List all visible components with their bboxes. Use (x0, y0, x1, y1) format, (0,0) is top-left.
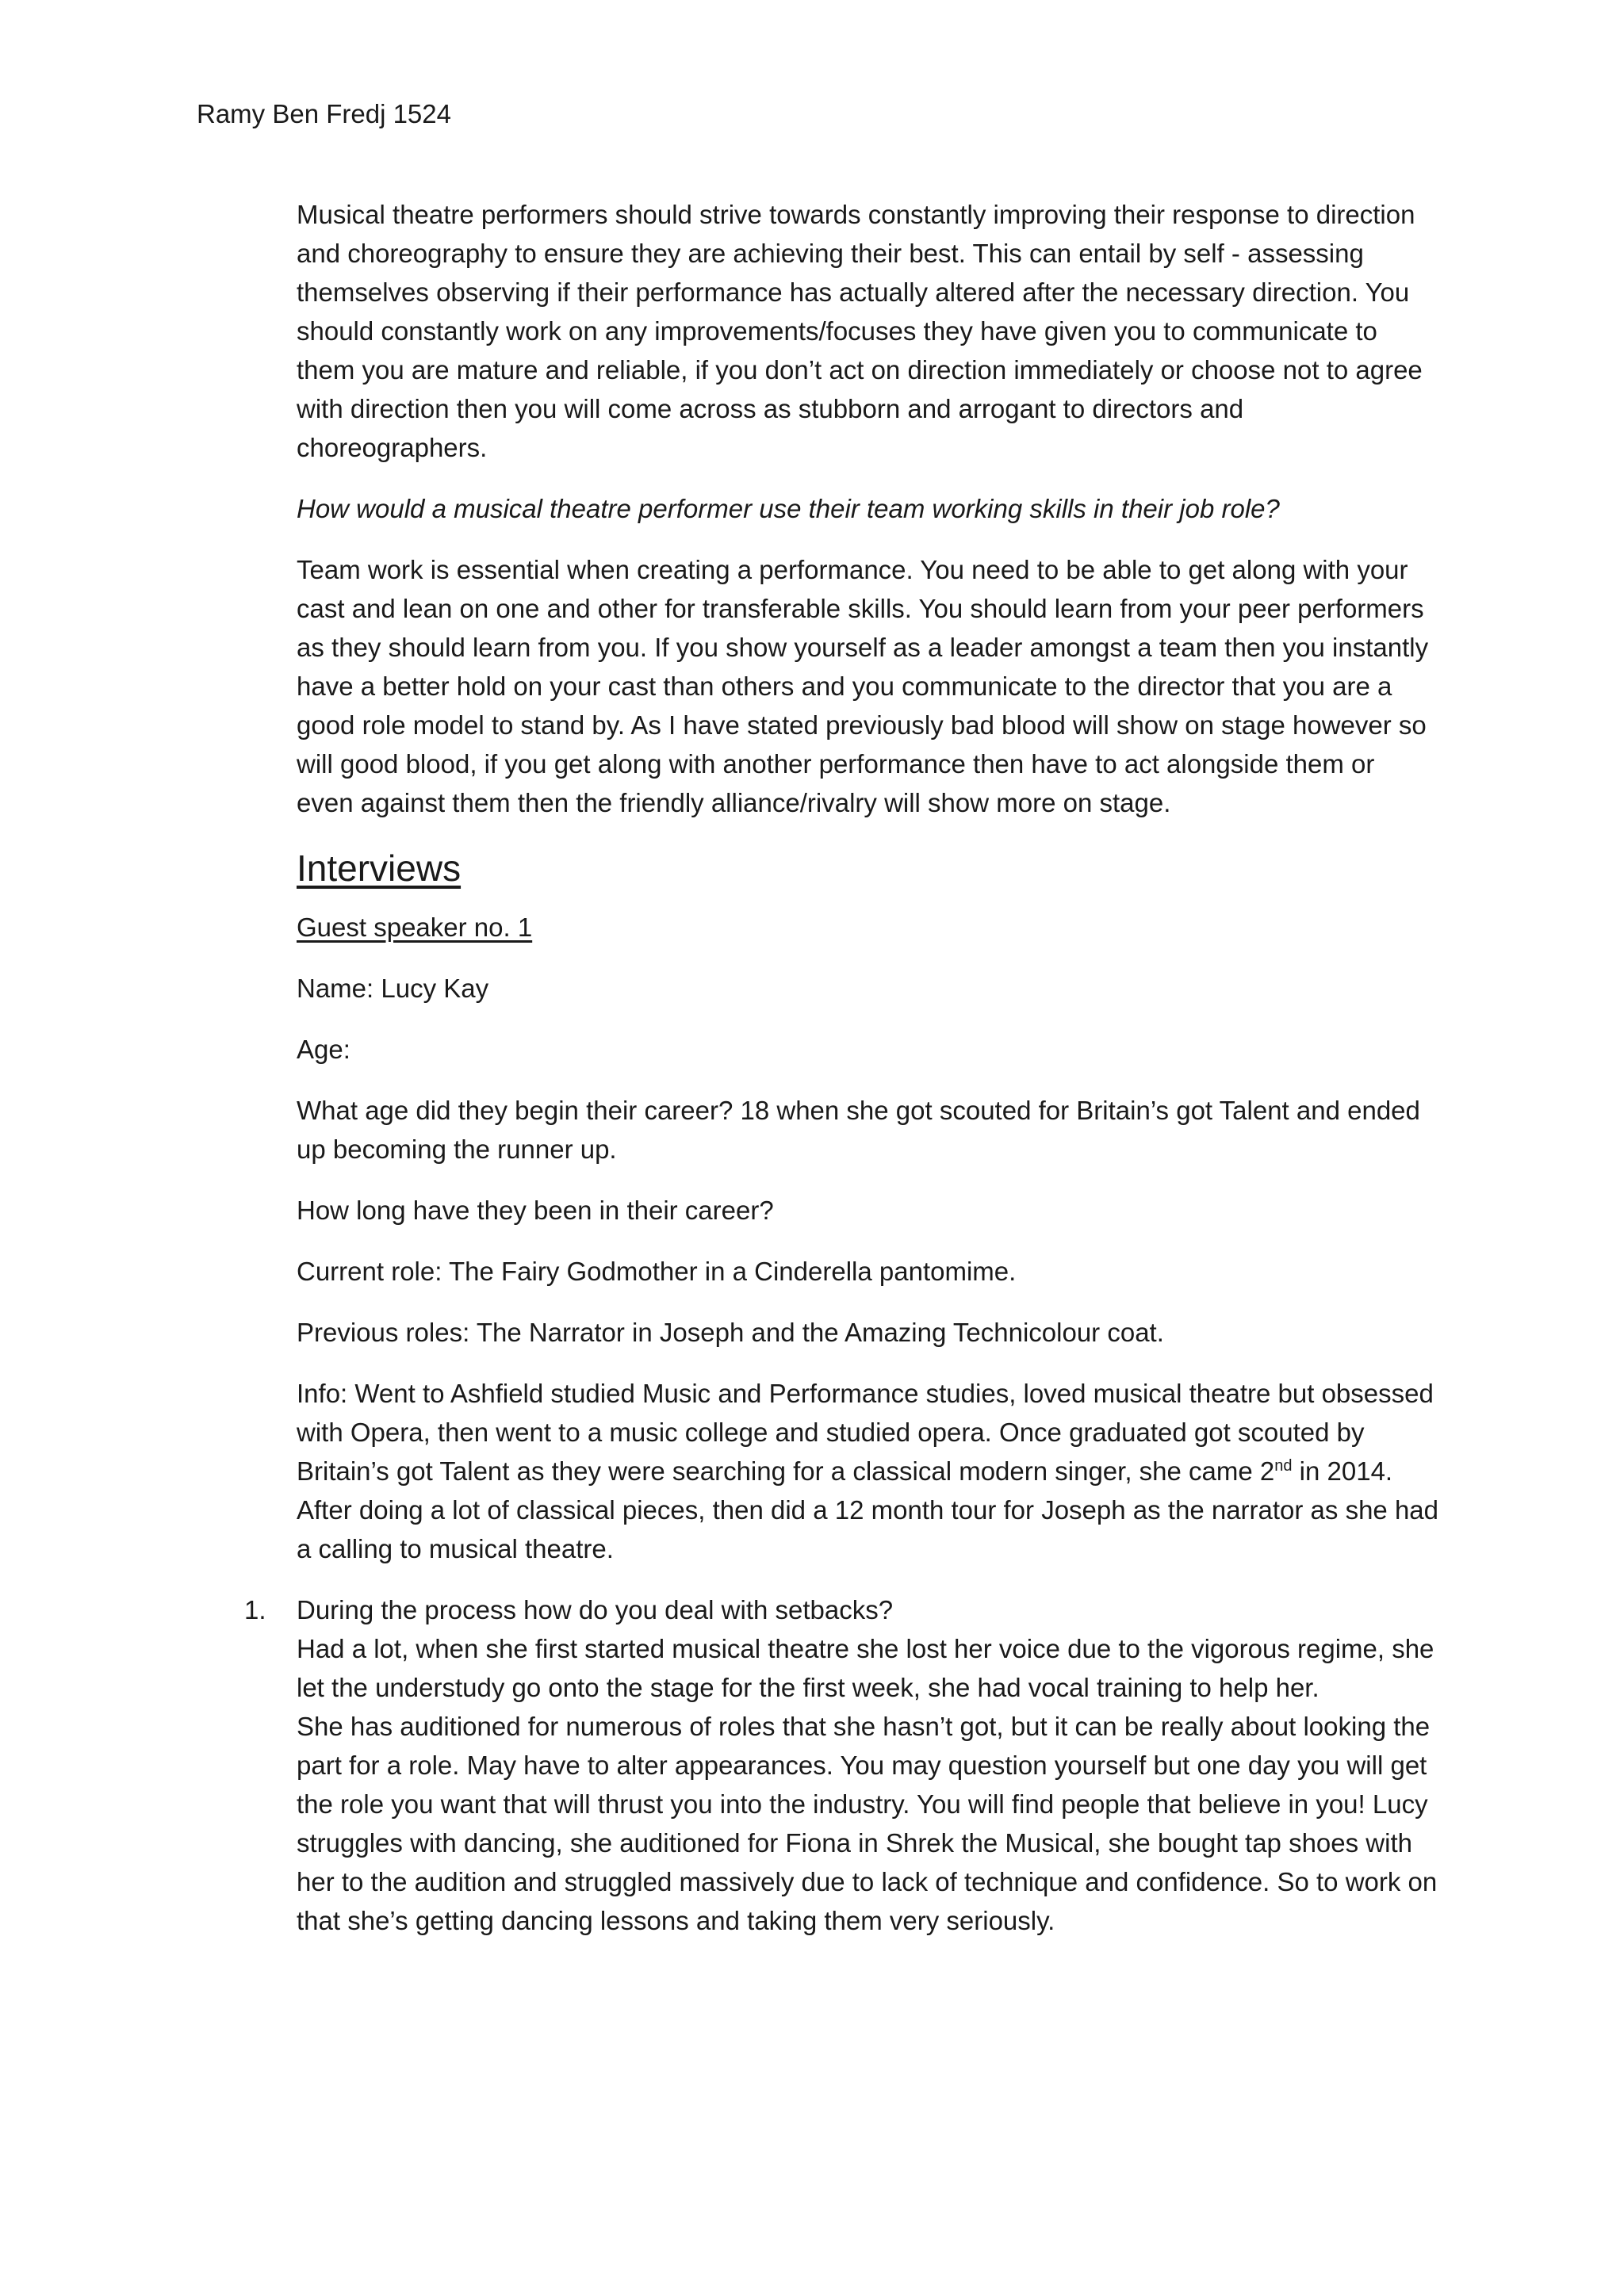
career-length-field: How long have they been in their career? (297, 1196, 774, 1225)
direction-paragraph: Musical theatre performers should strive towards constantly improving their response to direction and choreography to ensure they are achieving their best. This can entail by self - assessing themselves observing if their performance has actually altered after the necessary direction. You should constantly work on any improvements/focuses they have given you to communicate to them you are mature and reliable, if you don’t act on direction immediately or choose not to agree with direction then you will come across as stubborn and arrogant to directors and choreographers. (297, 200, 1423, 462)
guest-speaker-heading: Guest speaker no. 1 (297, 913, 533, 942)
numbered-question-item (244, 1590, 1438, 1940)
name-field: Name: Lucy Kay (297, 974, 489, 1003)
setbacks-answer-auditions: She has auditioned for numerous of roles that she hasn’t got, but it can be really about looking the part for a role. May have to alter appearances. You may question yourself but one day you will get the role you want that will thrust you into the industry. You will find people that believe in you! Lucy struggles with dancing, she auditioned for Fiona in Shrek the Musical, she bought tap shoes with her to the audition and struggled massively due to lack of technique and confidence. So to work on that she’s getting dancing lessons and taking them very seriously. (297, 1712, 1438, 1935)
info-text-start: Info: Went to Ashfield studied Music and Performance studies, loved musical theatre but obsessed with Opera, then went to a music college and studied opera. Once graduated got scouted by Britain’s got Talent as they were searching for a classical modern singer, she came 2 (297, 1379, 1434, 1486)
document-body (244, 195, 1439, 1940)
current-role-field: Current role: The Fairy Godmother in a Cinderella pantomime. (297, 1257, 1017, 1286)
question-number: 1. (244, 1595, 266, 1624)
setbacks-question: During the process how do you deal with setbacks? (297, 1595, 894, 1624)
info-text-end: in 2014. After doing a lot of classical pieces, then did a 12 month tour for Joseph as the narrator as she had a calling to musical theatre. (297, 1456, 1439, 1563)
previous-roles-field: Previous roles: The Narrator in Joseph and the Amazing Technicolour coat. (297, 1318, 1164, 1347)
author-header: Ramy Ben Fredj 1524 (197, 99, 451, 128)
teamwork-question: How would a musical theatre performer use their team working skills in their job role? (297, 494, 1280, 523)
interviews-heading: Interviews (297, 848, 462, 889)
age-field: Age: (297, 1035, 350, 1064)
teamwork-paragraph: Team work is essential when creating a performance. You need to be able to get along with your cast and lean on one and other for transferable skills. You should learn from your peer performers as they should learn from you. If you show yourself as a leader amongst a team then you instantly have a better hold on your cast than others and you communicate to the director that you are a good role model to stand by. As I have stated previously bad blood will show on stage however so will good blood, if you get along with another performance then have to act alongside them or even against them then the friendly alliance/rivalry will show more on stage. (297, 555, 1429, 817)
setbacks-answer-voice: Had a lot, when she first started musical theatre she lost her voice due to the vigorous regime, she let the understudy go onto the stage for the first week, she had vocal training to help her. (297, 1634, 1434, 1702)
ordinal-suffix: nd (1274, 1457, 1293, 1475)
career-start-field: What age did they begin their career? 18 when she got scouted for Britain’s got Talent and ended up becoming the runner up. (297, 1096, 1420, 1164)
info-field (297, 1374, 1438, 1568)
